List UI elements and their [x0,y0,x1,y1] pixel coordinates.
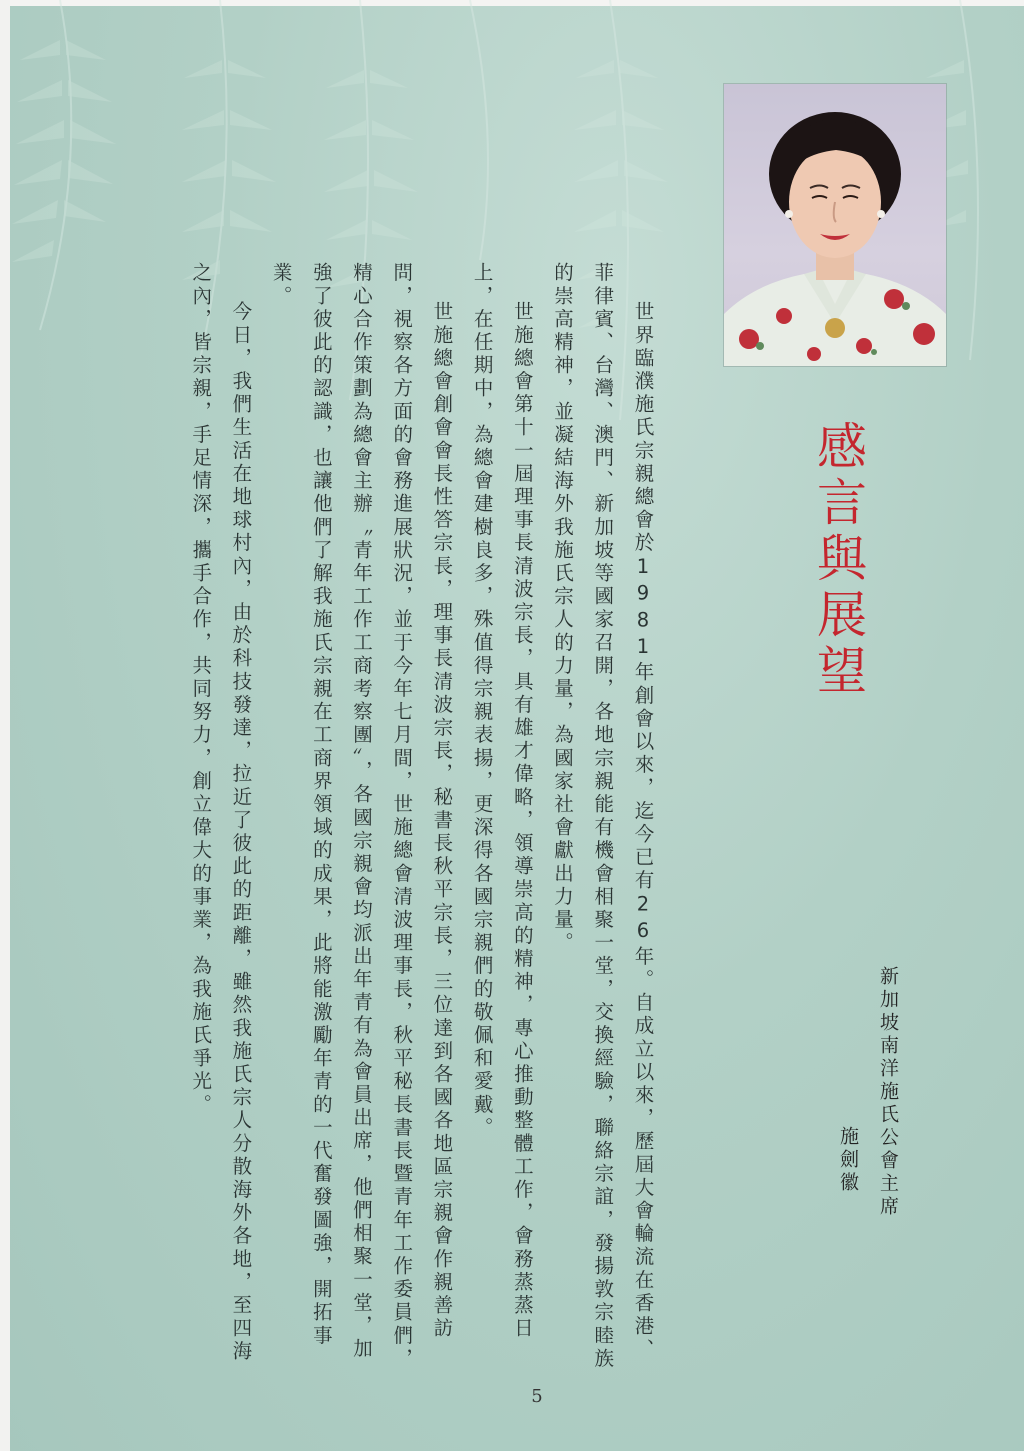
paragraph: 今日，我們生活在地球村內，由於科技發達，拉近了彼此的距離，雖然我施氏宗人分散海外各地，至四海之內，皆宗親，手足情深，攜手合作，共同努力，創立偉大的事業，為我施氏爭光。 [189,262,253,1364]
page-number: 5 [531,1386,543,1407]
signature-name: 施劍徽 [837,1126,859,1195]
paragraph: 世施總會第十一屆理事長清波宗長，具有雄才偉略，領導崇高的精神，專心推動整體工作，會務蒸蒸日上，在任期中，為總會建樹良多，殊值得宗親表揚，更深得各國宗親們的敬佩和愛戴。 [470,262,534,1341]
page-title: 感言與展望 [809,420,867,700]
portrait-photo [724,84,946,366]
signature-block [828,966,908,1346]
paragraph: 世界臨濮施氏宗親總會於1981年創會以來，迄今已有26年。自成立以來，歷屆大會輪流在香港、菲律賓、台灣、澳門、新加坡等國家召開，各地宗親能有機會相聚一堂，交換經驗，聯絡宗誼，發揚敦宗睦族的崇高精神，並凝結海外我施氏宗人的力量，為國家社會獻出力量。 [551,262,655,1371]
article-body [180,262,662,1372]
paragraph: 世施總會創會會長性答宗長，理事長清波宗長，秘書長秋平宗長，三位達到各國各地區宗親會作親善訪問，視察各方面的會務進展狀況，並于今年七月間，世施總會清波理事長，秋平秘長書長暨青年工作委員們，精心合作策劃為總會主辦〝青年工作工商考察團〞，各國宗親會均派出年青有為會員出席，他們相聚一堂，加強了彼此的認識，也讓他們了解我施氏宗親在工商界領域的成果，此將能激勵年青的一代奮發圖強，開拓事業。 [269,262,454,1371]
signature-organization: 新加坡南洋施氏公會主席 [877,966,899,1219]
